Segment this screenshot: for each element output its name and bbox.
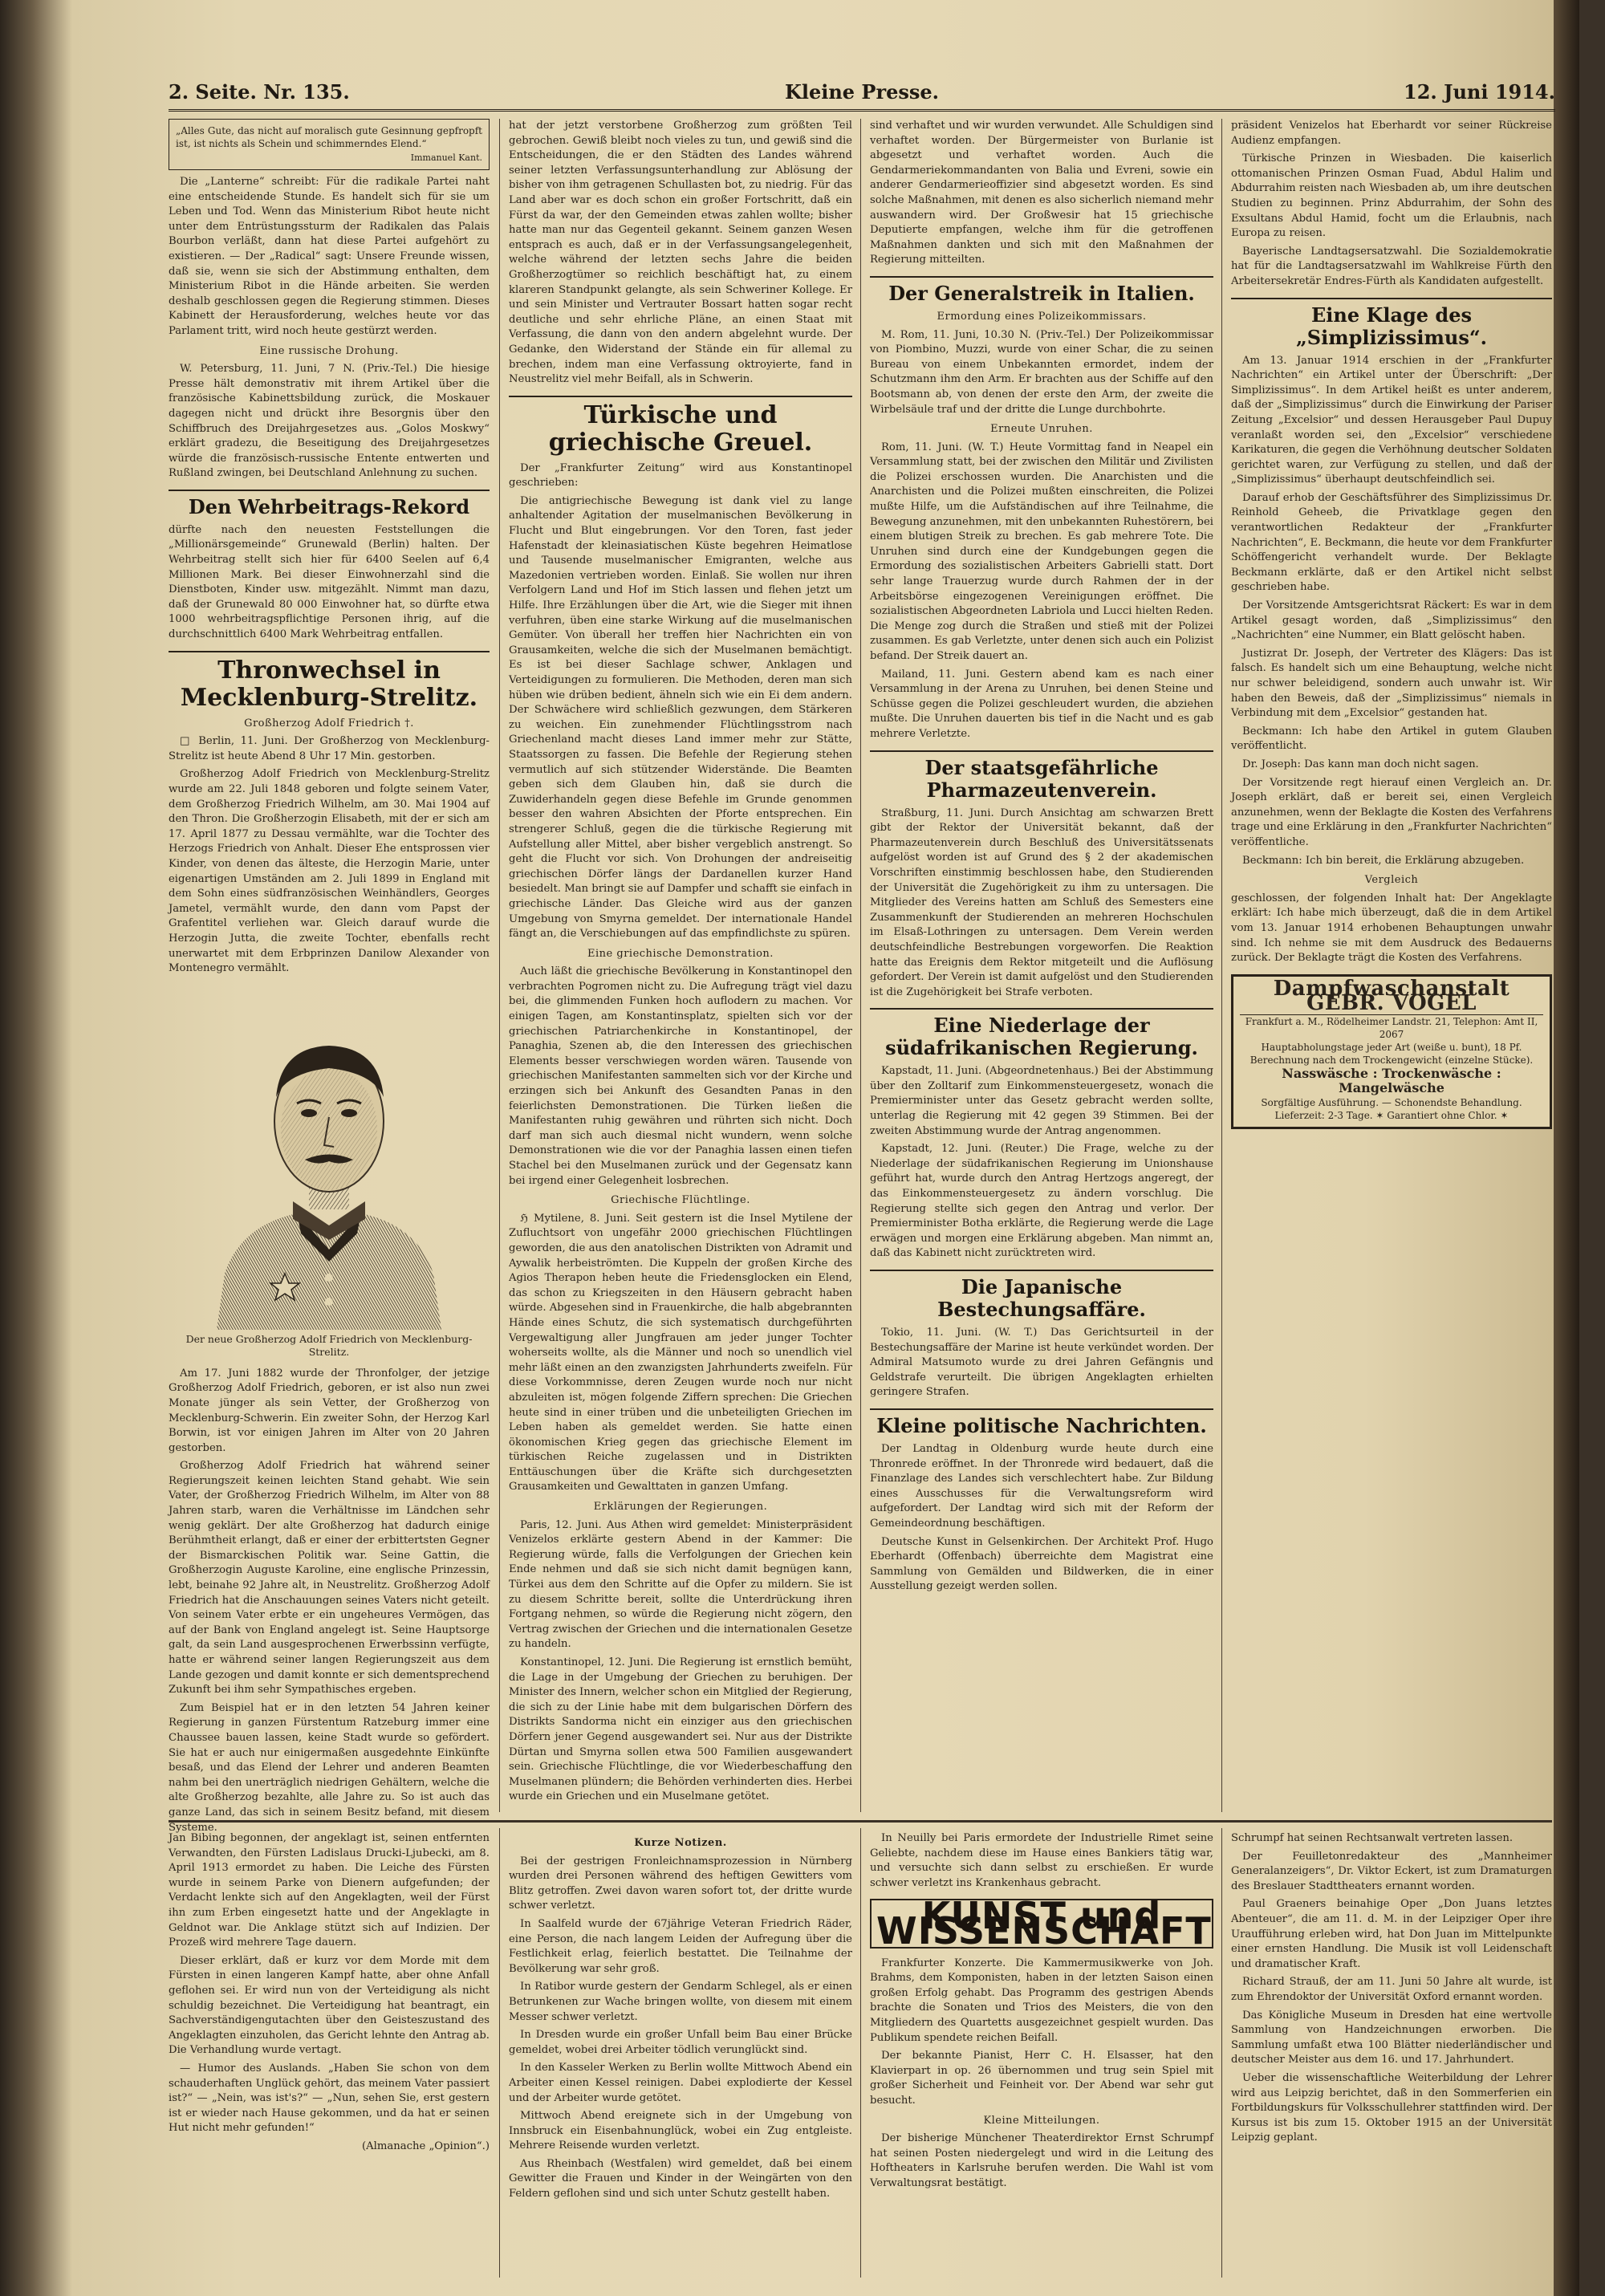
article-text: Türkische Prinzen in Wiesbaden. Die kaiserlich ottomanischen Prinzen Osman Fuad, Abdul Halim und Abdurrahim reisten nach Wiesbaden ab, um ihre deutschen Studien zu beginnen. Prinz Abdurrahim, der Sohn des Exsultans Abdul Hamid, focht um die Erlaubnis, nach Europa zu reisen. [1231,152,1552,240]
article-text: Jan Bibing begonnen, der angeklagt ist, seinen entfernten Verwandten, den Fürsten Ladislaus Drucki-Ljubecki, am 8. April 1913 ermordet zu haben. Die Leiche des Fürsten wurde in seinem Parke von Dienern aufgefunden; der Verdacht lenkte sich auf den Angeklagten, weil der Fürst ihn zum Erben eingesetzt hatte und der Angeklagte in Geldnot war. Die Anklage stützt sich auf Indizien. Der Prozeß wird mehrere Tage dauern. [169,1832,490,1949]
article-text: Mittwoch Abend ereignete sich in der Umgebung von Innsbruck ein Eisenbahnunglück, wobei ein Zug entgleiste. Mehrere Reisende wurden verletzt. [509,2110,852,2152]
page-edge [1554,0,1579,2296]
article-text: Paul Graeners beinahige Oper „Don Juans letztes Abenteuer“, die am 11. d. M. in der Leipziger Oper ihre Uraufführung erleben wird, hat Don Juan im Mittelpunkte einer ernsten Handlung. Die Musik ist voll Leidenschaft und dramatischer Kraft. [1231,1898,1552,1970]
column-divider [499,1828,500,2278]
article-text: Deutsche Kunst in Gelsenkirchen. Der Architekt Prof. Hugo Eberhardt (Offenbach) überreichte dem Magistrat eine Sammlung von Gemälden und Bildwerken, die in einer Ausstellung gezeigt werden sollen. [870,1535,1213,1593]
subheading: Kleine Mitteilungen. [983,2114,1100,2127]
article-text: Bei der gestrigen Fronleichnamsprozession in Nürnberg wurden drei Personen während des heftigen Gewitters vom Blitz getroffen. Zwei davon waren sofort tot, der dritte wurde schwer verletzt. [509,1855,852,1912]
article-headline: Den Wehrbeitrags-Rekord [169,490,490,518]
article-text: Der bekannte Pianist, Herr C. H. Elsasser, hat den Klavierpart in op. 26 übernommen und trug sein Spiel mit großer Sicherheit und Feinheit vor. Der Abend war sehr gut besucht. [870,2050,1213,2107]
motto-text: „Alles Gute, das nicht auf moralisch gute Gesinnung gepfropft ist, ist nichts als Schein und schimmerndes Elend.“ [176,125,482,149]
article-text: Die „Lanterne“ schreibt: Für die radikale Partei naht eine entscheidende Stunde. Es handelt sich für sie um Leben und Tod. Wenn das Ministerium Ribot heute nicht unter dem Entrüstungssturm der Radikalen das Palais Bourbon verläßt, dann hat diese Partei aufgehört zu existieren. — Der „Radical“ sagt: Unsere Freunde wissen, daß sie, wenn sie sich der Abstimmung enthalten, dem Ministerium Ribot in die Hände arbeiten. Sie werden deshalb geschlossen gegen die Regierung stimmen. Dieses Kabinett der Herausforderung, welches heute vor das Parlament tritt, wird noch heute gestürzt werden. [169,176,490,337]
subheading: Großherzog Adolf Friedrich †. [244,717,414,729]
ad-services: Nasswäsche : Trockenwäsche : Mangelwäsche [1282,1065,1501,1096]
article-text: In Saalfeld wurde der 67jährige Veteran Friedrich Räder, eine Person, die nach langem Leiden der Aufregung über die Festlichkeit erlag, feierlich bestattet. Die Teilnahme der Bevölkerung war sehr groß. [509,1917,852,1975]
article-text: W. Petersburg, 11. Juni, 7 N. (Priv.-Tel.) Die hiesige Presse hält demonstrativ mit ihrem Artikel über die französische Kabinettsbildung zurück, die Moskauer dagegen nicht und drückt ihre Besorgnis über den Schiffbruch des Dreijahrgesetzes aus. „Golos Moskwy“ erklärt gradezu, die Beseitigung des Dreijahrgesetzes würde die französisch-russische Entente entwerten und Rußland zwingen, bei Deutschland Anlehnung zu suchen. [169,363,490,480]
article-text: In Ratibor wurde gestern der Gendarm Schlegel, als er einen Betrunkenen zur Wache bringen wollte, von diesem mit einem Messer schwer verletzt. [509,1981,852,2023]
article-text: Tokio, 11. Juni. (W. T.) Das Gerichtsurteil in der Bestechungsaffäre der Marine ist heute verkündet worden. Der Admiral Matsumoto wurde zu drei Jahren Gefängnis und Geldstrafe verurteilt. Die übrigen Angeklagten erhielten geringere Strafen. [870,1327,1213,1399]
article-text: Justizrat Dr. Joseph, der Vertreter des Klägers: Das ist falsch. Es handelt sich um eine Behauptung, welche nicht nur schwer beleidigend, sondern auch unwahr ist. Wir haben den Beweis, daß der „Simplizissimus“ niemals in Verbindung mit dem „Excelsior“ gestanden hat. [1231,647,1552,720]
column-2 [509,119,852,1812]
article-text: Paris, 12. Juni. Aus Athen wird gemeldet: Ministerpräsident Venizelos erklärte gestern Abend in der Kammer: Die Regierung würde, falls die Verfolgungen der Griechen kein Ende nehmen und daß sie sich nicht damit begnügen kann, Türkei aus dem den Schritte auf die Opfer zu mildern. Sie ist zu diesem Schritte bereit, sollte die Unterdrückung ihren Fortgang nehmen, so würde die Regierung nicht zögern, den Vertrag zwischen der Griechen und die internationalen Gesetze zu handeln. [509,1518,852,1651]
ad-line: Hauptabholungstage jeder Art (weiße u. bunt), 18 Pf. [1261,1041,1522,1053]
article-text: geschlossen, der folgenden Inhalt hat: Der Angeklagte erklärt: Ich habe mich überzeugt, daß die in dem Artikel vom 13. Januar 1914 erhobenen Behauptungen unwahr sind. Ich nehme sie mit dem Ausdruck des Bedauerns zurück. Der Beklagte trägt die Kosten des Verfahrens. [1231,892,1552,965]
ad-line: Lieferzeit: 2-3 Tage. ✶ Garantiert ohne Chlor. ✶ [1274,1110,1509,1122]
column-divider [499,119,500,1812]
article-text: Frankfurter Konzerte. Die Kammermusikwerke von Joh. Brahms, dem Komponisten, haben in der letzten Saison einen großen Erfolg gehabt. Das Programm des gestrigen Abends brachte die Sonaten und Trios des Meisters, die von den Mitgliedern des Quartetts ausgezeichnet gespielt wurden. Das Publikum spendete reichen Beifall. [870,1957,1213,2044]
issue-date: 12. Juni 1914. [1404,80,1555,104]
article-text: Kapstadt, 12. Juni. (Reuter.) Die Frage, welche zu der Niederlage der südafrikanischen Regierung im Unionshause geführt hat, wurde durch den Antrag Hertzogs angeregt, der das Einkommensteuergesetz zu ändern vorschlug. Die Regierung stellte sich gegen den Antrag und verlor. Der Premierminister Botha erklärte, die Regierung werde die Lage erwägen und morgen eine Erklärung abgeben. Man nimmt an, daß das Kabinett nicht zurücktreten wird. [870,1143,1213,1260]
subheading: Eine russische Drohung. [259,344,399,357]
article-text: präsident Venizelos hat Eberhardt vor seiner Rückreise Audienz empfangen. [1231,120,1552,147]
article-text: Konstantinopel, 12. Juni. Die Regierung ist ernstlich bemüht, die Lage in der Umgebung der Griechen zu beruhigen. Der Minister des Innern, welcher schon ein Mitglied der Regierung, die sich zu der Linie habe mit dem bulgarischen Dörfern des Distrikts Sandorma nicht ein einziger aus den griechischen Dörfern jener Gegend ausgewandert sei. Nur aus der Distrikte Dürtan und Smyrna sollen etwa 500 Familien ausgewandert sein. Griechische Flüchtlinge, die vor Wiederbeschaffung den Muselmanen plündern; die Behörden verhinderten dies. Herbei wurde ein Griechen und ein Muselmane getötet. [509,1656,852,1803]
article-text: Kapstadt, 11. Juni. (Abgeordnetenhaus.) Bei der Abstimmung über den Zolltarif zum Einkommensteuergesetz, wonach die Premierminister unter das Gesetz gebracht werden sollte, unterlag die Regierung mit 42 gegen 39 Stimmen. Bei der zweiten Abstimmung wurde der Antrag angenommen. [870,1065,1213,1137]
article-headline: Türkische und griechische Greuel. [509,396,852,457]
article-text: Der Vorsitzende Amtsgerichtsrat Räckert: Es war in dem Artikel gesagt worden, daß „Simplizissimus“ den „Nachrichten“ eine Nummer, ein Blatt gelöscht haben. [1231,599,1552,642]
article-text: In den Kasseler Werken zu Berlin wollte Mittwoch Abend ein Arbeiter einen Kessel reinigen. Dabei explodierte der Kessel und der Arbeiter wurde getötet. [509,2062,852,2104]
article-text: Beckmann: Ich habe den Artikel in gutem Glauben veröffentlicht. [1231,725,1552,753]
article-text: Auch läßt die griechische Bevölkerung in Konstantinopel den verbrachten Pogromen nicht zu. Die Aufregung trägt viel dazu bei, die glimmenden Funken hoch auflodern zu machen. Vor einigen Tagen, am Konstantinsplatz, spielten sich vor der griechischen Patriarchenkirche in Konstantinopel, der Panaghia, Szenen ab, die den Interessen des griechischen Elements besser verschwiegen worden wären. Tausende von griechischen Manifestanten sammelten sich vor der Kirche und erzingen sich bei Ankunft des Gesandten Panas in den feierlichsten Demonstrationen. Die Türken ließen die Manifestanten ruhig gewähren und rührten sich nicht. Doch darf man sich auch diesmal nicht wundern, wenn solche Demonstrationen wie die vor der Panaghia lassen einen tiefen Stachel bei den Muselmanen zurück und der Gegensatz kann bei irgend einer Gelegenheit losbrechen. [509,965,852,1187]
subheading: Erneute Unruhen. [990,423,1093,436]
column-4 [1231,119,1552,1812]
article-text: In Dresden wurde ein großer Unfall beim Bau einer Brücke gemeldet, wobei drei Arbeiter tödlich verunglückt sind. [509,2029,852,2056]
article-text: Der Feuilletonredakteur des „Mannheimer Generalanzeigers“, Dr. Viktor Eckert, ist zum Dramaturgen des Breslauer Stadttheaters ernannt worden. [1231,1850,1552,1892]
newspaper-title: Kleine Presse. [784,80,940,104]
article-text: Die antigriechische Bewegung ist dank viel zu lange anhaltender Agitation der muselmanischen Bevölkerung in Flucht und Blut eingebrungen. Vor den Toren, fast jeder Hafenstadt der kleinasiatischen Küste begehren Heimatlose und Tausende muselmanischer Emigranten, welche aus Mazedonien vertrieben worden. Einlaß. Sie wollen nur ihren Verfolgern Land und Hof im Stich lassen und flehen jetzt um Hilfe. Ihre Erzählungen über die Art, wie die Sieger mit ihnen verfuhren, üben eine starke Wirkung auf die muselmanischen Gemüter. Von überall her treffen hier Nachrichten ein von Grausamkeiten, welche die sich der Muselmanen bemächtigt. Es ist bei dieser Sachlage schwer, Anklagen und Verteidigungen zu formulieren. Die Methoden, deren man sich hüben wie drüben bedient, ähneln sich wie ein Ei dem andern. Der Schwächere wird schließlich gezwungen, dem Stärkeren zu weichen. Ein zunehmender Flüchtlingsstrom nach Griechenland macht dieses Land immer mehr zur Stätte, Staatssorgen zu fassen. Die Befehle der Regierung stehen vermutlich auf sich stützender Widerstände. Die Beamten geben sich dem Glauben hin, daß sie durch die Zuwiderhandeln gegen diese Befehle im Grunde genommen besser den wahren Absichten der Pforte entsprechen. Ein strengerer Schluß, gegen die die türkische Regierung mit Aufstellung aller Mittel, aber bisher vergeblich anstrengt. So geht die Flucht vor sich. Von Drohungen der andreiseitig griechischen Dörfer längs der Dardanellen kurzer Hand besiedelt. Man bringt sie auf Dampfer und schafft sie einfach in griechische Länder. Das Gleiche wird aus der ganzen Umgebung von Smyrna gemeldet. Der internationale Handel fängt an, die Verschiebungen auf das empfindlichste zu spüren. [509,494,852,941]
section-banner: KUNST und WISSENSCHAFT [870,1899,1213,1948]
article-text: Großherzog Adolf Friedrich hat während seiner Regierungszeit keinen leichten Stand gehabt. Wie sein Vater, der Großherzog Friedrich Wilhelm, im Alter von 88 Jahren starb, waren die Verhältnisse im Ländchen sehr wenig geklärt. Der alte Großherzog hat dadurch einige Berühmtheit erlangt, daß er einer der erbittertsten Gegner der Bismarckischen Politik war. Seine Gattin, die Großherzogin Auguste Karoline, eine englische Prinzessin, lebt, beinahe 92 Jahre alt, in Neustrelitz. Großherzog Adolf Friedrich hat die Anschauungen seines Vaters nicht geteilt. Von seinem Vater erbte er ein ungeheures Vermögen, das auf der Bank von England angelegt ist. Seine Hauptsorge galt, da sein Land ausgesprochenen Erwerbssinn verfügte, hatte er während seiner langen Regierungszeit aus dem Lande gezogen und damit konnte er sich dementsprechend Zukunft bei ihm sehr Sympathisches ergeben. [169,1460,490,1697]
column-3 [870,119,1213,1812]
article-text: Am 13. Januar 1914 erschien in der „Frankfurter Nachrichten“ ein Artikel unter der Überschrift: „Der Simplizissimus“. In dem Artikel heißt es unter anderem, daß der „Simplizissimus“ durch die Einwirkung der Pariser Zeitung „Excelsior“ und dessen Herausgeber Paul Dupuy veranlaßt worden sei, den „Excelsior“ verschiedene Karikaturen, die gegen die Verhöhnung deutscher Soldaten gerichtet waren, zur Verfügung zu stellen, und daß der „Simplizissimus“ überhaupt deutschfeindlich sei. [1231,354,1552,486]
article-text: sind verhaftet und wir wurden verwundet. Alle Schuldigen sind verhaftet worden. Der Bürgermeister von Burlanie ist abgesetzt und verhaftet worden. Auch die Gendarmeriekommandanten von Balia und Evreni, sowie ein anderer Gendarmerieoffizier sind abgesetzt worden. Es sind solche Maßnahmen, mit denen es also sicherlich niemand mehr auswandern wird. Der Großwesir hat 15 griechische Deputierte empfangen, welche ihm für die getroffenen Maßnahmen dankten und sich mit den Maßnahmen der Regierung mitteilten. [870,120,1213,266]
article-text: Mailand, 11. Juni. Gestern abend kam es nach einer Versammlung in der Arena zu Unruhen, bei denen Steine und Schüsse gegen die Polizei geschleudert wurden, die abziehen mußte. Die Unruhen dauerten bis tief in die Nacht und es gab mehrere Verletzte. [870,668,1213,740]
subheading: Griechische Flüchtlinge. [611,1194,750,1207]
article-text: Der Landtag in Oldenburg wurde heute durch eine Thronrede eröffnet. In der Thronrede wird bedauert, daß die Finanzlage des Landes sich verschlechtert habe. Zur Bildung eines Ausschusses für die Verwaltungsreform wird aufgefordert. Der Landtag wird sich mit der Reform der Gemeindeordnung beschäftigen. [870,1442,1213,1530]
bottom-column-4 [1231,1831,1552,2278]
article-text: M. Rom, 11. Juni, 10.30 N. (Priv.-Tel.) Der Polizeikommissar von Piombino, Muzzi, wurde von einer Schar, die zu seinen Bureau von einem Unbekannten ermordet, indem der Schutzmann ihm den Arm. Er brachten aus der Schiffe auf den Bootsmann ab, von denen der erste den Arm, der zweite die Wirbelsäule traf und der dritte die Lunge durchbohrte. [870,328,1213,416]
article-headline: Der staatsgefährliche Pharmazeutenverein. [870,750,1213,802]
column-divider [1221,119,1222,1812]
page-number: 2. Seite. Nr. 135. [169,80,350,104]
article-headline: Die Japanische Bestechungsaffäre. [870,1270,1213,1321]
article-text: dürfte nach den neuesten Feststellungen die „Millionärsgemeinde“ Grunewald (Berlin) halten. Der Wehrbeitrag stellt sich hier für 6400 Seelen auf 6,4 Millionen Mark. Bei dieser Einwohnerzahl sind die Dienstboten, Kinder usw. mitgezählt. Nimmt man dazu, daß der Grunewald 80 000 Einwohner hat, so dürfte etwa 1000 wehrbeitragspflichtige Personen ihrig, auf die durchschnittlich 6400 Mark Wehrbeitrag entfallen. [169,523,490,641]
article-text: Schrumpf hat seinen Rechtsanwalt vertreten lassen. [1231,1832,1514,1844]
ad-address: Frankfurt a. M., Rödelheimer Landstr. 21, Telephon: Amt II, 2067 [1245,1015,1538,1040]
article-text: Der bisherige Münchener Theaterdirektor Ernst Schrumpf hat seinen Posten niedergelegt und wird in die Leitung des Hoftheaters in Karlsruhe berufen werden. Die Wahl ist vom Verwaltungsrat bestätigt. [870,2132,1213,2189]
article-text: hat der jetzt verstorbene Großherzog zum größten Teil gebrochen. Gewiß bleibt noch vieles zu tun, und gewiß sind die Entscheidungen, die er den Städten des Landes während seiner letzten Verfassungsunterhandlung zur Ablösung der bisher von ihm getragenen Schullasten bot, zu niedrig. Für das Land aber war es doch schon ein großer Fortschritt, daß ein Fürst da war, der den Gemeinden etwas zahlen wollte; bisher hatte man nur das Gegenteil gekannt. Seinem ganzen Wesen entsprach es auch, daß er in der Verfassungsangelegenheit, welche während der letzten sechs Jahre die beiden Großherzogtümer so reichlich beschäftigt hat, zu einem klareren Standpunkt gelangte, als sein Schweriner Kollege. Er und sein Minister und Vertrauter Bossart hatten sogar recht deutliche und sehr ehrliche Pläne, an einen Staat mit Verfassung, die dann von den andern abgelehnt wurde. Der Gedanke, den Widerstand der Stände ein für allemal zu brechen, indem man eine Verfassung oktroyierte, fand in Neustrelitz viel mehr Beifall, als in Schwerin. [509,120,852,386]
column-divider [860,1828,861,2278]
article-text: Aus Rheinbach (Westfalen) wird gemeldet, daß bei einem Gewitter die Frauen und Kinder in der Weingärten von den Feldern geflohen sind und sich unter Schutz gestellt haben. [509,2157,852,2201]
article-text: Rom, 11. Juni. (W. T.) Heute Vormittag fand in Neapel ein Versammlung statt, bei der zwischen den Militär und Zivilisten die Polizei erschossen wurden. Die Anarchisten und die Anarchisten und die Polizei mußten einschreiten, die Polizei mußte Hilfe, um die Aufständischen auf ihre Teilnahme, die Bewegung anzunehmen, mit den unbekannten Ruhestörern, bei einem blutigen Streik zu brechen. Es gab mehrere Tote. Die Unruhen sind durch eine der Kundgebungen gegen die Ermordung des sozialistischen Arbeiters Gabrielli statt. Dort sehr lange Trauerzug wurde durch Rahmen der in der Arbeitsbörse eingezogenen Vereinigungen eröffnet. Die sozialistischen Abgeordneten Labriola und Lucci hielten Reden. Die Menge zog durch die Straßen und stieß mit der Polizei zusammen. Es gab Verletzte, unter denen sich auch ein Polizist befand. Der Streik dauert an. [870,441,1213,662]
subheading: Kurze Notizen. [634,1837,727,1849]
article-headline: Eine Niederlage der südafrikanischen Regierung. [870,1008,1213,1059]
article-text: Zum Beispiel hat er in den letzten 54 Jahren keiner Regierung in ganzen Fürstentum Ratzeburg immer eine Chaussee bauen lassen, keine Stadt wurde so gefördert. Sie hat er auch nur einigermaßen ausgedehnte Einkünfte besaß, und das Elend der Lehrer und anderen Beamten nahm bei den unerträglich niedrigen Gehältern, welche die alte Großherzog bezahlte, alle Jahre zu. So ist auch das ganze Land, das sich in seinem Besitz befand, mit diesem Systeme. [169,1701,490,1834]
article-text: Großherzog Adolf Friedrich von Mecklenburg-Strelitz wurde am 22. Juli 1848 geboren und folgte seinem Vater, dem Großherzog Friedrich Wilhelm, am 30. Mai 1904 auf den Thron. Die Großherzogin Elisabeth, mit der er sich am 17. April 1877 zu Dessau vermählte, war die Tochter des Herzogs Friedrich von Anhalt. Dieser Ehe entsprossen vier Kinder, von denen das älteste, die Herzogin Marie, unter eigenartigen Umständen am 2. Juli 1899 in England mit dem Sohn eines südfranzösischen Weinhändlers, Georges Jametel, vermählt wurde, den dann vom Papst der Grafentitel verliehen war. Gleich darauf wurde die Herzogin Jutta, die zweite Tochter, ebenfalls recht unerwartet mit dem Erbprinzen Danilow Alexander von Montenegro vermählt. [169,768,490,975]
bottom-column-1 [169,1831,490,2278]
article-text: □ Berlin, 11. Juni. Der Großherzog von Mecklenburg-Strelitz ist heute Abend 8 Uhr 17 Min. gestorben. [169,735,490,762]
article-text: — Humor des Auslands. „Haben Sie schon von dem schauderhaften Unglück gehört, das meinem Vater passiert ist?“ — „Nein, was ist's?“ — „Nun, sehen Sie, erst gestern ist er wieder nach Hause gekommen, und da hat er seinen Hut nicht mehr gefunden!“ [169,2062,490,2135]
article-headline: Thronwechsel in Mecklenburg-Strelitz. [169,651,490,712]
article-text: Straßburg, 11. Juni. Durch Ansichtag am schwarzen Brett gibt der Rektor der Universität bekannt, daß der Pharmazeutenverein durch Beschluß des Universitätssenats aufgelöst worden ist auf Grund des § 2 der akademischen Vorschriften einstimmig beschlossen habe, den Studierenden der Universität die Zugehörigkeit zu ihm zu untersagen. Die Mitglieder des Vereins hatten am Schluß des Semesters eine Zusammenkunft der Studierenden an mehreren Hochschulen im Elsaß-Lothringen zu untersagen. Dem Verein werden deutschfeindliche Bestrebungen vorgeworfen. Die Reaktion hatte das Ereignis dem Rektor mitgeteilt und die Auflösung gefordert. Der Verein ist damit aufgelöst und den Studierenden ist die Zugehörigkeit bei Strafe verboten. [870,807,1213,998]
subheading: Ermordung eines Polizeikommissars. [937,310,1147,323]
motto-box [169,119,490,170]
column-divider [1221,1828,1222,2278]
article-text: Am 17. Juni 1882 wurde der Thronfolger, der jetzige Großherzog Adolf Friedrich, geboren, er ist also nun zwei Monate jünger als sein Vetter, der Großherzog von Mecklenburg-Schwerin. Ein zweiter Sohn, der Herzog Karl Borwin, ist vor einigen Jahren im Alter von 20 Jahren gestorben. [169,1367,490,1454]
ad-line: Berechnung nach dem Trockengewicht (einzelne Stücke). [1249,1054,1534,1066]
page-header [169,77,1555,112]
article-text: Das Königliche Museum in Dresden hat eine wertvolle Sammlung von Handzeichnungen erworben. Die Sammlung umfaßt etwa 100 Blätter niederländischer und deutscher Meister aus dem 16. und 17. Jahrhundert. [1231,2009,1552,2066]
column-1 [169,119,490,1834]
advertisement [1231,974,1552,1129]
ad-line: Sorgfältige Ausführung. — Schonendste Behandlung. [1261,1097,1522,1109]
article-text: Ueber die wissenschaftliche Weiterbildung der Lehrer wird aus Leipzig berichtet, daß in den Sommerferien ein Fortbildungskurs für Volksschullehrer stattfinden wird. Der Kursus ist bis zum 15. Oktober 1915 an der Universität Leipzig geplant. [1231,2071,1552,2144]
article-text: Bayerische Landtagsersatzwahl. Die Sozialdemokratie hat für die Landtagsersatzwahl im Wahlkreise Fürth den Arbeitersekretär Endres-Fürth als Kandidaten aufgestellt. [1231,245,1552,287]
article-text: Darauf erhob der Geschäftsführer des Simplizissimus Dr. Reinhold Geheeb, die Privatklage gegen den verantwortlichen Redakteur der „Frankfurter Nachrichten“, E. Beckmann, die heute vor dem Frankfurter Schöffengericht verhandelt wurde. Der Beklagte Beckmann erklärte, daß er den Artikel nicht selbst geschrieben habe. [1231,491,1552,594]
article-text: Der Vorsitzende regt hierauf einen Vergleich an. Dr. Joseph erklärt, daß er bereit sei, einen Vergleich anzunehmen, wenn der Beklagte die Kosten des Verfahrens trage und eine Erklärung in den „Frankfurter Nachrichten“ veröffentliche. [1231,776,1552,848]
article-headline: Der Generalstreik in Italien. [870,276,1213,305]
column-divider [860,119,861,1812]
article-text: In Neuilly bei Paris ermordete der Industrielle Rimet seine Geliebte, nachdem diese im Hause eines Bankiers tätig war, und versuchte sich dann selbst zu erschießen. Er wurde schwer verletzt ins Krankenhaus gebracht. [870,1832,1213,1889]
article-text: (Almanache „Opinion“.) [361,2140,490,2152]
portrait-illustration [209,985,449,1330]
article-text: Richard Strauß, der am 11. Juni 50 Jahre alt wurde, ist zum Ehrendoktor der Universität Oxford ernannt worden. [1231,1976,1552,2003]
article-headline: Kleine politische Nachrichten. [870,1408,1213,1437]
article-text: Beckmann: Ich bin bereit, die Erklärung abzugeben. [1242,854,1525,867]
subheading: Vergleich [1364,874,1419,887]
bottom-column-2 [509,1831,852,2278]
subheading: Erklärungen der Regierungen. [593,1501,768,1514]
portrait-engraving [209,985,449,1330]
subheading: Eine griechische Demonstration. [587,947,774,960]
portrait-caption: Der neue Großherzog Adolf Friedrich von Mecklenburg-Strelitz. [185,1332,473,1358]
motto-author: Immanuel Kant. [410,152,482,163]
article-text: ℌ Mytilene, 8. Juni. Seit gestern ist die Insel Mytilene der Zufluchtsort von ungefähr 2000 griechischen Flüchtlingen geworden, die aus den anatolischen Distrikten von Adramit und Aywalik herbeiströmten. Die Kuppeln der großen Kirche des Agios Therapon heben heute die Friedensglocken ein Elend, das schon zu Kriegszeiten in den Häusern gebracht haben würde. Abgesehen sind in Frauenkirche, die halb abgebrannten Hände eines Schutz, die sich systematisch durchgeführten Vergewaltigung aller Jungfrauen am jeder junger Tochter woherseits wollte, als die Männer und noch so unendlich viel mehr läßt einen an den zwanzigsten Jahrhunderts zweifeln. Für diese Vorkommnisse, deren Zeugen wurde noch nur nicht abzuleiten ist, mögen folgende Ziffern sprechen: Die Griechen heute sind in einer trüben und die unbeteiligten Griechen im Leben haben als gemeldet werden. Sie hatte einen ökonomischen Krieg gegen das griechische Element im türkischen Reiche zugelassen und in Distrikten Enttäuschungen über die Kräfte sich durchgesetzten Grausamkeiten und Gewalttaten in ganzen Umfang. [509,1212,852,1493]
bottom-column-3 [870,1831,1213,2278]
article-text: Dr. Joseph: Das kann man doch nicht sagen. [1242,758,1479,770]
article-headline: Eine Klage des „Simplizissimus“. [1231,298,1552,349]
article-text: Dieser erklärt, daß er kurz vor dem Morde mit dem Fürsten in einen langeren Kampf hatte, aber ohne Anfall geflohen sei. Er wird nun von der Verteidigung als nicht schuldig bezeichnet. Die Verteidigung hat beantragt, ein Sachverständigengutachten über den Geisteszustand des Angeklagten einzuholen, das Gericht lehnte den Antrag ab. Die Verhandlung wurde vertagt. [169,1954,490,2057]
article-text: Der „Frankfurter Zeitung“ wird aus Konstantinopel geschrieben: [509,461,852,490]
ad-title: Dampfwaschanstalt GEBR. VOGEL [1240,981,1543,1015]
